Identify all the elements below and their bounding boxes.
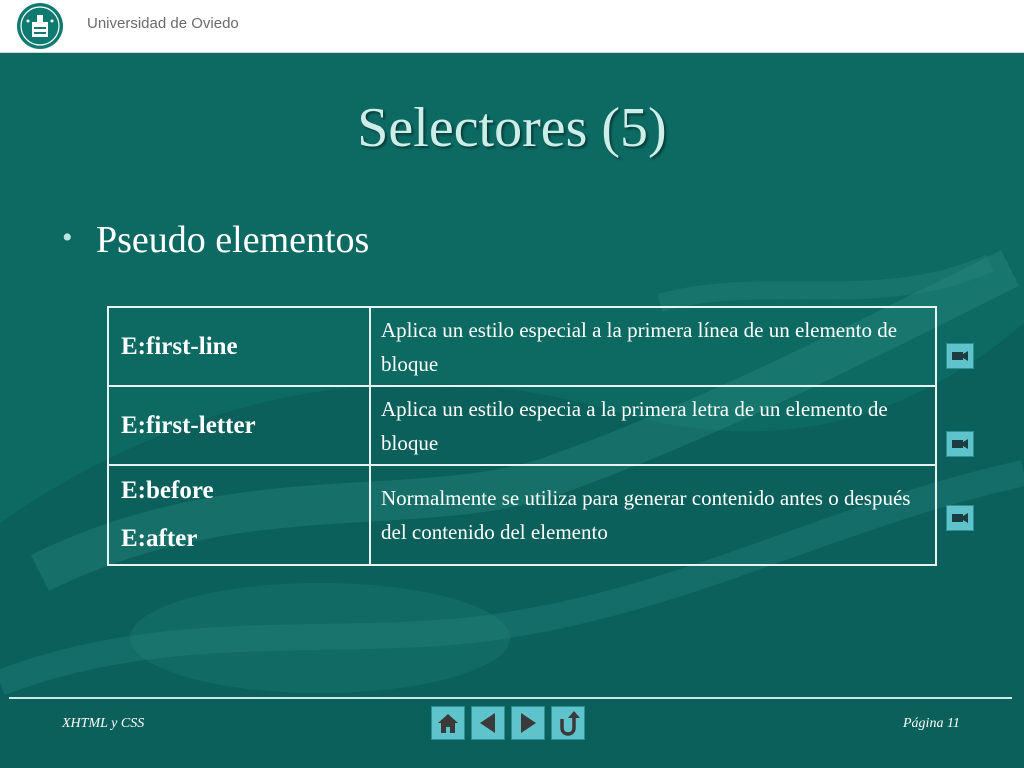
selector-name: E:after [121, 525, 198, 552]
selector-cell [108, 307, 370, 386]
previous-icon [472, 707, 504, 739]
camera-icon[interactable] [946, 505, 974, 531]
description-cell: Aplica un estilo especial a la primera línea de un elemento de bloque [370, 307, 936, 386]
selector-name: E:first-line [121, 332, 238, 360]
footer-divider [9, 697, 1012, 699]
bullet-text: Pseudo elementos [96, 219, 370, 261]
selector-cell [108, 386, 370, 465]
table-row [108, 465, 936, 565]
home-icon [432, 707, 464, 739]
page-number: Página 11 [903, 716, 960, 731]
pseudo-elements-table [107, 306, 937, 566]
return-icon [552, 707, 584, 739]
header-bar [0, 0, 1024, 53]
previous-slide-button[interactable] [471, 706, 505, 740]
camera-icon[interactable] [946, 431, 974, 457]
university-logo [17, 3, 63, 49]
home-button[interactable] [431, 706, 465, 740]
bullet-item [62, 218, 369, 262]
description-cell: Normalmente se utiliza para generar contenido antes o después del contenido del elemento [370, 465, 936, 565]
institution-name: Universidad de Oviedo [87, 15, 239, 32]
camera-icon[interactable] [946, 343, 974, 369]
description-cell: Aplica un estilo especia a la primera letra de un elemento de bloque [370, 386, 936, 465]
footer-course-title: XHTML y CSS [62, 716, 145, 731]
return-button[interactable] [551, 706, 585, 740]
bullet-icon: • [62, 221, 73, 254]
selector-cell [108, 465, 370, 565]
selector-name: E:first-letter [121, 411, 256, 439]
next-icon [512, 707, 544, 739]
table-row [108, 307, 936, 386]
selector-name: E:before [121, 477, 214, 504]
table-row [108, 386, 936, 465]
slide-title: Selectores (5) [357, 97, 667, 159]
next-slide-button[interactable] [511, 706, 545, 740]
